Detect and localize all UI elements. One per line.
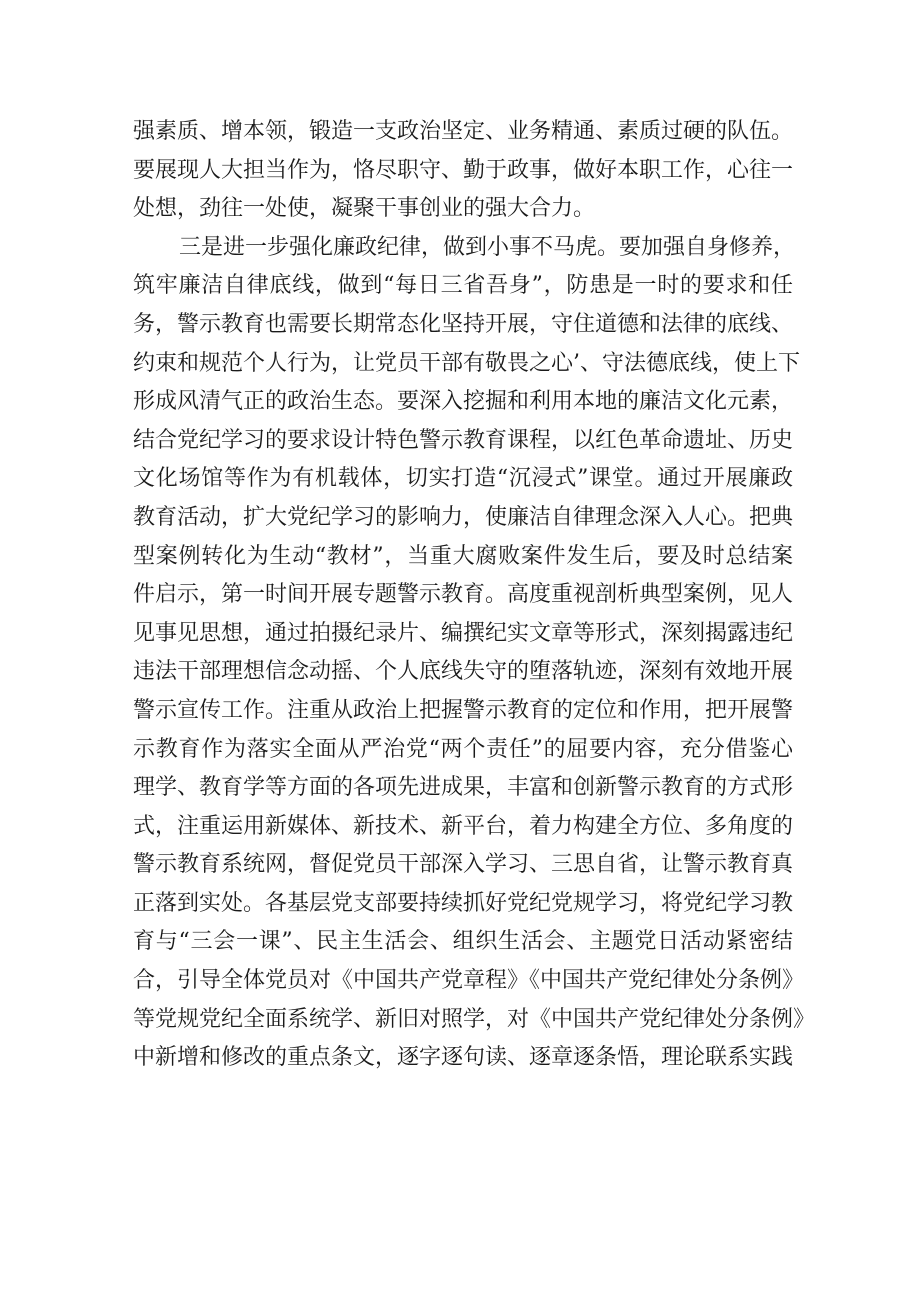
text-line: 筑牢廉洁自律底线，做到“每日三省吾身”，防患是一时的要求和任 [133, 273, 793, 299]
text-line: 警示宣传工作。注重从政治上把握警示教育的定位和作用，把开展警 [133, 697, 794, 723]
text-line: 结合党纪学习的要求设计特色警示教育课程，以红色革命遗址、历史 [133, 427, 794, 453]
text-line: 件启示，第一时间开展专题警示教育。高度重视剖析典型案例，见人 [133, 582, 794, 608]
text-line: 正落到实处。各基层党支部要持续抓好党纪党规学习，将党纪学习教 [133, 890, 794, 916]
text-line: 违法干部理想信念动摇、个人底线失守的堕落轨迹，深刻有效地开展 [133, 659, 794, 685]
text-line: 三是进一步强化廉政纪律，做到小事不马虎。要加强自身修养， [179, 234, 796, 260]
text-line: 中新增和修改的重点条文，逐字逐句读、逐章逐条悟，理论联系实践 [133, 1045, 794, 1071]
text-line: 约束和规范个人行为，让党员干部有敬畏之心’、守法德底线，使上下 [133, 350, 800, 376]
text-line: 见事见思想，通过拍摄纪录片、编撰纪实文章等形式，深刻揭露违纪 [133, 620, 794, 646]
text-line: 型案例转化为生动“教材”，当重大腐败案件发生后，要及时总结案 [133, 543, 793, 569]
text-line: 形成风清气正的政治生态。要深入挖掘和利用本地的廉洁文化元素， [133, 389, 794, 415]
text-line: 式，注重运用新媒体、新技术、新平台，着力构建全方位、多角度的 [133, 813, 794, 839]
text-line: 务，警示教育也需要长期常态化坚持开展，守住道德和法律的底线、 [133, 311, 794, 337]
text-line: 合，引导全体党员对《中国共产党章程》《中国共产党纪律处分条例》 [133, 968, 805, 994]
text-line: 示教育作为落实全面从严治党“两个责任”的屈要内容，充分借鉴心 [133, 736, 793, 762]
document-body [133, 113, 816, 1078]
text-line: 强素质、增本领，锻造一支政治坚定、业务精通、素质过硬的队伍。 [133, 119, 794, 144]
text-line: 等党规党纪全面系统学、新旧对照学，对《中国共产党纪律处分条例》 [133, 1006, 816, 1032]
text-line: 育与“三会一课”、民主生活会、组织生活会、主题党日活动紧密结 [133, 929, 793, 955]
text-line: 要展现人大担当作为，恪尽职守、勤于政事，做好本职工作，心往一 [133, 157, 794, 183]
text-line: 文化场馆等作为有机载体，切实打造“沉浸式”课堂。通过开展廉政 [133, 466, 793, 492]
text-line: 警示教育系统网，督促党员干部深入学习、三思自省，让警示教育真 [133, 852, 794, 878]
text-line: 教育活动，扩大党纪学习的影响力，使廉洁自律理念深入人心。把典 [133, 504, 794, 530]
text-line: 理学、教育学等方面的各项先进成果，丰富和创新警示教育的方式形 [133, 775, 794, 801]
text-line: 处想，劲往一处使，凝聚干事创业的强大合力。 [133, 196, 596, 222]
